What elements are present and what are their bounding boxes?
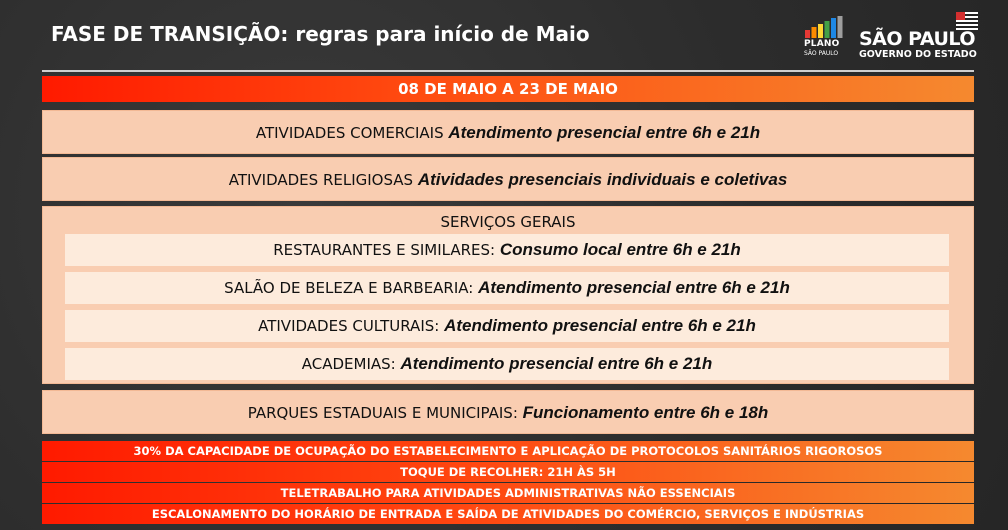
row-label: ATIVIDADES COMERCIAIS [255,124,449,142]
service-label: ACADEMIAS: [301,355,401,373]
service-item-salao-de-beleza [65,272,949,304]
bar-chart-logo-icon [805,16,843,38]
service-description: Consumo local entre 6h e 21h [499,240,741,259]
rule-teletrabalho: TELETRABALHO PARA ATIVIDADES ADMINISTRATIVAS NÃO ESSENCIAIS [42,483,974,503]
sp-logo-line1: SÃO PAULO [859,28,975,50]
page-title-rest: regras para início de Maio [288,22,590,46]
servicos-gerais-panel [42,206,974,384]
service-description: Atendimento presencial entre 6h e 21h [444,316,756,335]
row-label: PARQUES ESTADUAIS E MUNICIPAIS: [247,404,523,422]
service-label: RESTAURANTES E SIMILARES: [273,241,500,259]
service-label: ATIVIDADES CULTURAIS: [258,317,445,335]
sp-logo-line2: GOVERNO DO ESTADO [859,49,977,60]
service-description: Atendimento presencial entre 6h e 21h [478,278,790,297]
service-item-restaurantes [65,234,949,266]
period-banner: 08 DE MAIO A 23 DE MAIO [42,76,974,102]
plano-logo-line1: PLANO [804,39,840,49]
service-item-academias [65,348,949,380]
plano-logo-line2: SÃO PAULO [804,50,839,57]
plano-sao-paulo-logo [801,16,847,60]
service-item-atividades-culturais [65,310,949,342]
page-title-bold: FASE DE TRANSIÇÃO: [51,22,289,46]
service-description: Atendimento presencial entre 6h e 21h [400,354,713,373]
page-title [51,22,590,46]
service-label: SALÃO DE BELEZA E BARBEARIA: [224,279,479,297]
row-label: ATIVIDADES RELIGIOSAS [228,171,418,189]
header-divider [42,70,974,72]
row-description: Funcionamento entre 6h e 18h [522,403,769,422]
general-rules-list [42,441,974,525]
servicos-gerais-title: SERVIÇOS GERAIS [440,213,576,231]
row-atividades-religiosas [42,157,974,201]
rule-toque-de-recolher: TOQUE DE RECOLHER: 21H ÀS 5H [42,462,974,482]
row-description: Atividades presenciais individuais e coletivas [417,170,788,189]
row-atividades-comerciais [42,110,974,154]
row-description: Atendimento presencial entre 6h e 21h [448,123,761,142]
rule-escalonamento: ESCALONAMENTO DO HORÁRIO DE ENTRADA E SAÍDA DE ATIVIDADES DO COMÉRCIO, SERVIÇOS E INDÚSTRIAS [42,504,974,524]
governo-sp-logo [856,12,991,62]
rule-capacidade: 30% DA CAPACIDADE DE OCUPAÇÃO DO ESTABELECIMENTO E APLICAÇÃO DE PROTOCOLOS SANITÁRIOS RIGOROSOS [42,441,974,461]
row-parques [42,390,974,434]
